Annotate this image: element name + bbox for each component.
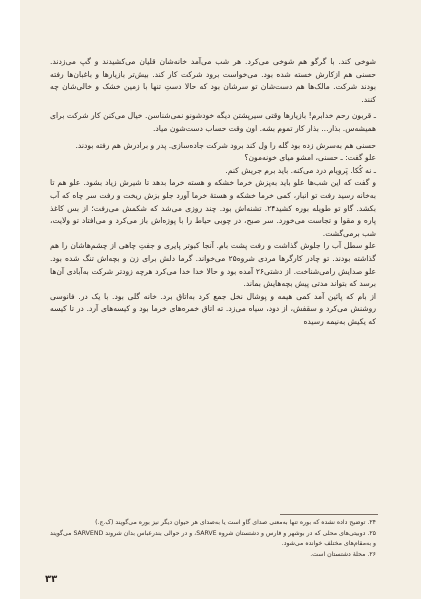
body-text — [50, 56, 376, 328]
paragraph-7: علو سطل آب را جلوش گذاشت و رفت پشت بام. آنجا کبوتر پایری و جفتِ چاهی از چشم‌هاشان را هم گذاشته بودند. تو چادر کارگرها مردی شروه۲۵ می‌خواند. گرما دلش برای زن و بچه‌اش تنگ شده بود. علو صدایش رامی‌شناخت. از دشتی۲۶ آمده بود و حالا خدا خدا می‌کرد هرچه زودتر شرکت به‌آبادی آن‌ها برسد که بتواند مدتی پیش بچه‌هایش بماند. — [50, 241, 376, 289]
paragraph-3: حسنی هم به‌سرش زده بود گله را ول کند برود شرکت جاده‌سازی. پدر و برادرش هم رفته بودند. — [75, 140, 376, 150]
page-margin — [0, 0, 20, 599]
footnote-26: ۲۶. محلهٔ دشتستان است. — [310, 550, 376, 558]
paragraph-1: شوخی کند. با گرگو هم شوخی می‌کرد. هر شب می‌آمد خانه‌شان قلیان می‌کشیدند و گپ می‌زدند. حسنی هم ازکارش خسته شده بود. می‌خواست برود شرکت کار کند. بیش‌تر بازیارها و باغبان‌ها رفته بودند شرکت. مالک‌ها هم دست‌شان تو سرشان بود که حالا دستِ تنها با زمین خشک و خالی‌شان چه کنند. — [50, 57, 376, 104]
page-number: ۳۳ — [45, 574, 58, 585]
footnote-25: ۲۵. دوبیتی‌های محلی که در بوشهر و فارس و دشتستان شروه SARVE، و در حوالی بندرعباس بدان شروند SARVEND می‌گویند و به‌مقام‌های مختلف خوانده می‌شود. — [50, 529, 376, 548]
footnote-24: ۲۴. توضیح داده نشده که بوره تنها به‌معنی صدای گاو است یا به‌صدای هر حیوان دیگر نیز بوره می‌گویند (ک.ج.) — [95, 519, 376, 526]
paragraph-5: ـ نه کُکا. پَرویام درد می‌کنه. باید برم جریش کنم. — [225, 165, 376, 175]
paragraph-6: و گفت که این شب‌ها علو باید به‌پزش خرما خشکه و هسته خرما بدهد تا شیرش زیاد بشود. علو هم تا به‌خانه رسید رفت تو انبار، کمی خرما خشکه و هستهٔ خرما آورد جلو بزش ریخت و رفت سر چاه که آب بکشد. گاو تو طویله بوره کشید۲۴. تشنه‌اش بود. چند روزی می‌شد که شکمش می‌رفت؛ از بس کاغذ پاره و مقوا و تجاست می‌خورد. سر صبح، در چوبی حیاط را با پوزه‌اش باز می‌کرد و می‌افتاد تو ولایت، شب برمی‌گشت. — [50, 178, 376, 238]
paragraph-8: از بام که پائین آمد کمی هیمه و پوشال نخل جمع کرد به‌اتاق برد. خانه گلی بود. با یک در. فانوسی روشنش می‌کرد و سقفش، از دود، سیاه می‌زد. ته اتاق خمره‌های خرما بود و کیسه‌های آرد. در تا کیسه که یکیش به‌نیمه رسیده — [50, 291, 376, 326]
footnote-divider — [280, 514, 378, 515]
footnotes — [50, 518, 376, 560]
paragraph-4: علو گفت: ـ حسنی، امشو میای خونه‌مون؟ — [244, 153, 376, 163]
paragraph-2: ـ قربون رحم خدابرم! بازیارها وقتی سیرپشتن دیگه خودشونو نمی‌شناسن. خیال می‌کنن کار شرکت برای همیشه‌س. بذار... بذار کار تموم بشه. اون وقت حساب دست‌شون میاد. — [50, 111, 376, 133]
